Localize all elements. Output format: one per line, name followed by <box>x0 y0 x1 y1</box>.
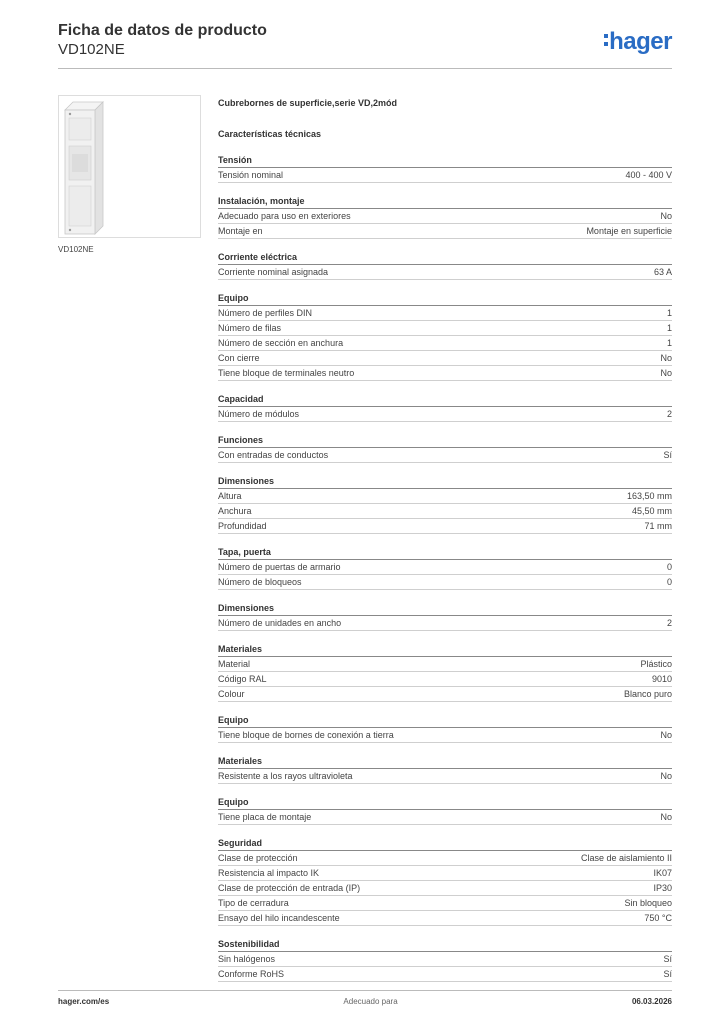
spec-row <box>218 616 672 631</box>
spec-row <box>218 407 672 422</box>
spec-value: 0 <box>666 562 672 572</box>
spec-value: Plástico <box>640 659 672 669</box>
spec-value: No <box>660 211 672 221</box>
section-heading: Instalación, montaje <box>218 194 672 209</box>
section-heading: Seguridad <box>218 836 672 851</box>
product-description: Cubrebornes de superficie,serie VD,2mód <box>218 98 398 108</box>
spec-section <box>218 291 672 381</box>
spec-label: Clase de protección <box>218 853 298 863</box>
section-heading: Capacidad <box>218 392 672 407</box>
spec-value: No <box>660 812 672 822</box>
spec-section <box>218 392 672 422</box>
logo-text: hager <box>609 28 672 55</box>
spec-value: No <box>660 771 672 781</box>
spec-row <box>218 952 672 967</box>
spec-label: Tiene placa de montaje <box>218 812 312 822</box>
spec-label: Resistencia al impacto IK <box>218 868 320 878</box>
footer-date: 06.03.2026 <box>631 997 672 1006</box>
spec-label: Número de sección en anchura <box>218 338 344 348</box>
spec-label: Sin halógenos <box>218 954 276 964</box>
footer-divider <box>58 990 672 991</box>
spec-row <box>218 448 672 463</box>
logo-colon-mark <box>604 34 608 50</box>
spec-label: Conforme RoHS <box>218 969 285 979</box>
spec-label: Número de puertas de armario <box>218 562 341 572</box>
spec-value: No <box>660 730 672 740</box>
enclosure-illustration <box>59 96 200 237</box>
spec-label: Tipo de cerradura <box>218 898 289 908</box>
product-image <box>58 95 201 238</box>
spec-value: 1 <box>666 308 672 318</box>
spec-value: 45,50 mm <box>631 506 672 516</box>
spec-value: 400 - 400 V <box>625 170 672 180</box>
spec-value: 0 <box>666 577 672 587</box>
image-caption: VD102NE <box>58 245 94 254</box>
page-footer <box>58 997 672 1006</box>
spec-value: Blanco puro <box>623 689 672 699</box>
spec-value: No <box>660 368 672 378</box>
spec-row <box>218 321 672 336</box>
spec-section <box>218 937 672 982</box>
spec-label: Código RAL <box>218 674 267 684</box>
spec-row <box>218 519 672 534</box>
spec-label: Número de perfiles DIN <box>218 308 313 318</box>
header-divider <box>58 68 672 69</box>
spec-value: 2 <box>666 409 672 419</box>
spec-label: Con entradas de conductos <box>218 450 329 460</box>
spec-value: No <box>660 353 672 363</box>
footer-website[interactable]: hager.com/es <box>58 997 110 1006</box>
spec-row <box>218 657 672 672</box>
spec-value: Sí <box>663 954 672 964</box>
spec-sections <box>218 153 672 982</box>
spec-label: Altura <box>218 491 242 501</box>
spec-row <box>218 224 672 239</box>
spec-section <box>218 754 672 784</box>
spec-row <box>218 810 672 825</box>
document-header <box>58 21 267 59</box>
spec-value: 1 <box>666 323 672 333</box>
spec-label: Tiene bloque de bornes de conexión a tierra <box>218 730 394 740</box>
spec-label: Clase de protección de entrada (IP) <box>218 883 361 893</box>
spec-value: 750 °C <box>644 913 672 923</box>
spec-label: Colour <box>218 689 245 699</box>
spec-section <box>218 545 672 590</box>
spec-label: Corriente nominal asignada <box>218 267 329 277</box>
spec-value: 63 A <box>653 267 672 277</box>
section-heading: Equipo <box>218 795 672 810</box>
spec-row <box>218 851 672 866</box>
spec-label: Ensayo del hilo incandescente <box>218 913 340 923</box>
spec-value: 2 <box>666 618 672 628</box>
spec-section <box>218 642 672 702</box>
spec-value: Sí <box>663 969 672 979</box>
spec-label: Número de módulos <box>218 409 300 419</box>
specs-heading: Características técnicas <box>218 129 322 139</box>
spec-value: Sin bloqueo <box>624 898 672 908</box>
spec-value: 1 <box>666 338 672 348</box>
spec-row <box>218 504 672 519</box>
spec-row <box>218 881 672 896</box>
spec-row <box>218 351 672 366</box>
spec-row <box>218 866 672 881</box>
spec-row <box>218 366 672 381</box>
spec-content <box>218 97 672 982</box>
section-heading: Tapa, puerta <box>218 545 672 560</box>
hager-logo <box>604 28 672 56</box>
spec-row <box>218 209 672 224</box>
spec-section <box>218 795 672 825</box>
spec-row <box>218 896 672 911</box>
document-title: Ficha de datos de producto <box>58 22 267 39</box>
section-heading: Corriente eléctrica <box>218 250 672 265</box>
spec-value: Sí <box>663 450 672 460</box>
spec-label: Profundidad <box>218 521 267 531</box>
spec-value: 71 mm <box>644 521 672 531</box>
section-heading: Materiales <box>218 754 672 769</box>
spec-row <box>218 967 672 982</box>
spec-section <box>218 836 672 926</box>
spec-section <box>218 601 672 631</box>
spec-row <box>218 672 672 687</box>
spec-label: Número de filas <box>218 323 282 333</box>
section-heading: Funciones <box>218 433 672 448</box>
spec-value: Montaje en superficie <box>586 226 672 236</box>
section-heading: Equipo <box>218 713 672 728</box>
spec-label: Anchura <box>218 506 252 516</box>
spec-value: 163,50 mm <box>626 491 672 501</box>
section-heading: Dimensiones <box>218 474 672 489</box>
spec-row <box>218 575 672 590</box>
spec-row <box>218 168 672 183</box>
spec-value: Clase de aislamiento II <box>580 853 672 863</box>
section-heading: Sostenibilidad <box>218 937 672 952</box>
spec-label: Adecuado para uso en exteriores <box>218 211 351 221</box>
spec-row <box>218 911 672 926</box>
spec-label: Tiene bloque de terminales neutro <box>218 368 355 378</box>
footer-note: Adecuado para <box>343 997 398 1006</box>
spec-label: Número de bloqueos <box>218 577 302 587</box>
spec-value: 9010 <box>651 674 672 684</box>
spec-section <box>218 250 672 280</box>
spec-row <box>218 336 672 351</box>
spec-row <box>218 769 672 784</box>
spec-row <box>218 265 672 280</box>
product-reference: VD102NE <box>58 41 125 58</box>
spec-section <box>218 194 672 239</box>
spec-label: Montaje en <box>218 226 263 236</box>
spec-label: Resistente a los rayos ultravioleta <box>218 771 353 781</box>
spec-row <box>218 560 672 575</box>
spec-section <box>218 433 672 463</box>
section-heading: Equipo <box>218 291 672 306</box>
spec-label: Tensión nominal <box>218 170 284 180</box>
spec-row <box>218 489 672 504</box>
spec-row <box>218 687 672 702</box>
spec-label: Material <box>218 659 251 669</box>
spec-label: Con cierre <box>218 353 260 363</box>
spec-row <box>218 728 672 743</box>
section-heading: Materiales <box>218 642 672 657</box>
section-heading: Tensión <box>218 153 672 168</box>
spec-value: IK07 <box>653 868 672 878</box>
section-heading: Dimensiones <box>218 601 672 616</box>
spec-section <box>218 474 672 534</box>
spec-section <box>218 153 672 183</box>
spec-section <box>218 713 672 743</box>
spec-row <box>218 306 672 321</box>
spec-label: Número de unidades en ancho <box>218 618 342 628</box>
spec-value: IP30 <box>653 883 672 893</box>
